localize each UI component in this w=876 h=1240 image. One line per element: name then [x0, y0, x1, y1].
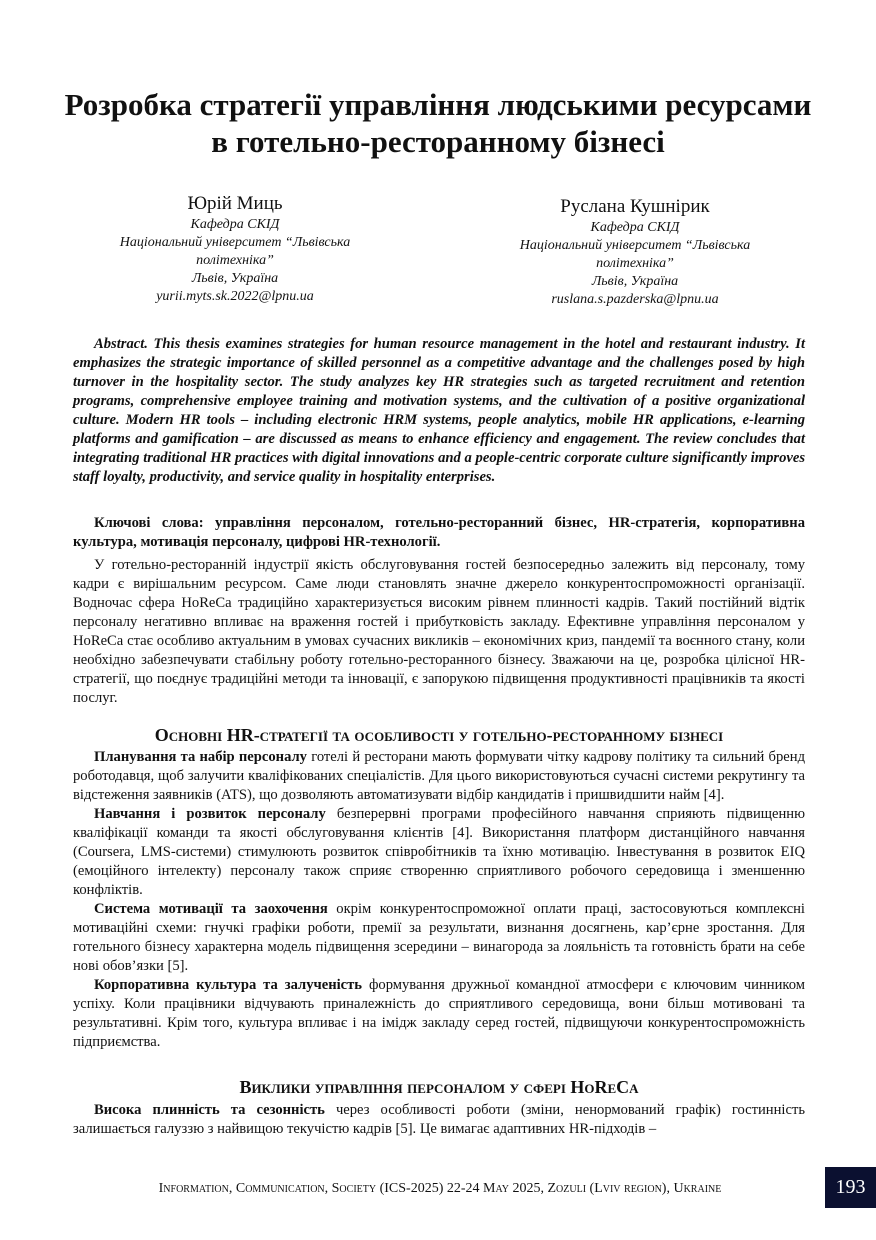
- paragraph-text: через особливості роботи (зміни, ненормований графік) гостинність залишається галуззю з найвищою текучістю кадрів [5]. Це вимагає адаптивних HR-підходів –: [73, 1102, 805, 1137]
- section-body: [73, 748, 805, 1052]
- author-department: Кафедра СКІД: [190, 217, 280, 232]
- paragraph: [73, 805, 805, 900]
- paragraph: [73, 748, 805, 805]
- intro-paragraph: У готельно-ресторанній індустрії якість обслуговування гостей безпосередньо залежить від персоналу, тому кадри є вирішальним ресурсом. Саме люди становлять значне джерело конкурентоспроможності організації. Водночас сфера HoReCa традиційно характеризується високим рівнем плинності кадрів. Такий постійний відтік персоналу негативно впливає на враження гостей і прибутковість закладу. Ефективне управління персоналом у HoReCa стає особливо актуальним в умовах сучасних викликів – економічних криз, пандемії та воєнного стану, коли необхідно забезпечувати стабільну роботу готельно-ресторанного бізнесу. Зважаючи на це, розробка цілісної HR-стратегії, що поєднує традиційні методи та інновації, є запорукою підвищення продуктивності працівників та якості послуг.: [73, 557, 805, 706]
- author-name: Юрій Миць: [187, 193, 283, 214]
- paper-title: Розробка стратегії управління людськими ресурсами в готельно-ресторанному бізнесі: [64, 87, 812, 159]
- paragraph-lead: Корпоративна культура та залученість: [94, 977, 363, 993]
- section-heading: Виклики управління персоналом у сфері HoReCa: [239, 1077, 639, 1097]
- paragraph-text: окрім конкурентоспроможної оплати праці, застосовуються комплексні мотиваційні схеми: гнучкі графіки роботи, премії за результати, визнання досягнень, кар’єрне зростання. Для готельного бізнесу характерна модель підвищення зсередини – винагорода за лояльність та готовність брати на себе нові обов’язки [5].: [73, 901, 805, 974]
- paragraph-lead: Навчання і розвиток персоналу: [94, 806, 326, 822]
- paragraph-lead: Планування та набір персоналу: [94, 749, 307, 765]
- author-block: [495, 195, 775, 309]
- page-footer: Information, Communication, Society (ICS-2025) 22-24 May 2025, Zozuli (Lviv region), Ukraine: [158, 1181, 722, 1196]
- paragraph-text: готелі й ресторани мають формувати чітку кадрову політику та сильний бренд роботодавця, щоб залучити кваліфікованих спеціалістів. Для цього використовуються сучасні системи рекрутингу та відстеження заявників (ATS), що дозволяють автоматизувати відбір кандидатів і пришвидшити найм [4].: [73, 749, 805, 803]
- author-location: Львів, Україна: [191, 271, 279, 286]
- section-heading: Основні HR-стратегії та особливості у готельно-ресторанному бізнесі: [154, 725, 724, 745]
- paragraph-lead: Система мотивації та заохочення: [94, 901, 328, 917]
- keywords: Ключові слова: управління персоналом, готельно-ресторанний бізнес, HR-стратегія, корпоративна культура, мотивація персоналу, цифрові HR-технології.: [73, 515, 805, 550]
- paragraph-text: безперервні програми професійного навчання сприяють підвищенню кваліфікації команди та якості обслуговування клієнтів [4]. Використання платформ дистанційного навчання (Coursera, LMS-системи) стимулюють розвиток співробітників та їхню мотивацію. Інвестування в розвиток EIQ (емоційного інтелекту) персоналу також сприяє створенню сприятливого робочого середовища і зменшенню конфліктів.: [73, 806, 805, 898]
- paragraph: [73, 1101, 805, 1139]
- page-number: 193: [825, 1167, 876, 1208]
- author-block: [100, 192, 370, 306]
- section-body: [73, 1101, 805, 1139]
- abstract: Abstract. This thesis examines strategies for human resource management in the hotel and restaurant industry. It emphasizes the strategic importance of skilled personnel as a competitive advantage and the challenges posed by high turnover in the hospitality sector. The study analyzes key HR strategies such as targeted recruitment and retention programs, comprehensive employee training and motivation systems, and the cultivation of a positive organizational culture. Modern HR tools – including electronic HRM systems, people analytics, mobile HR applications, e-learning platforms and gamification – are discussed as means to enhance efficiency and engagement. The review concludes that integrating traditional HR practices with digital innovations and a people-centric corporate culture significantly improves staff loyalty, productivity, and service quality in hospitality enterprises.: [73, 336, 805, 485]
- author-university: Національний університет “Львівська політехніка”: [119, 235, 351, 268]
- author-department: Кафедра СКІД: [590, 220, 680, 235]
- paragraph-text: формування дружньої командної атмосфери є ключовим чинником успіху. Коли працівники відчувають приналежність до сприятливого середовища, вони більш мотивовані та результативні. Крім того, культура впливає і на імідж закладу серед гостей, підвищуючи конкурентоспроможність підприємства.: [73, 977, 805, 1050]
- author-location: Львів, Україна: [591, 274, 679, 289]
- author-email[interactable]: ruslana.s.pazderska@lpnu.ua: [551, 292, 719, 307]
- author-name: Руслана Кушнірик: [560, 196, 710, 217]
- paragraph-lead: Висока плинність та сезонність: [94, 1102, 325, 1118]
- paragraph: [73, 976, 805, 1052]
- paragraph: [73, 900, 805, 976]
- author-email[interactable]: yurii.myts.sk.2022@lpnu.ua: [156, 289, 314, 304]
- author-university: Національний університет “Львівська політехніка”: [519, 238, 751, 271]
